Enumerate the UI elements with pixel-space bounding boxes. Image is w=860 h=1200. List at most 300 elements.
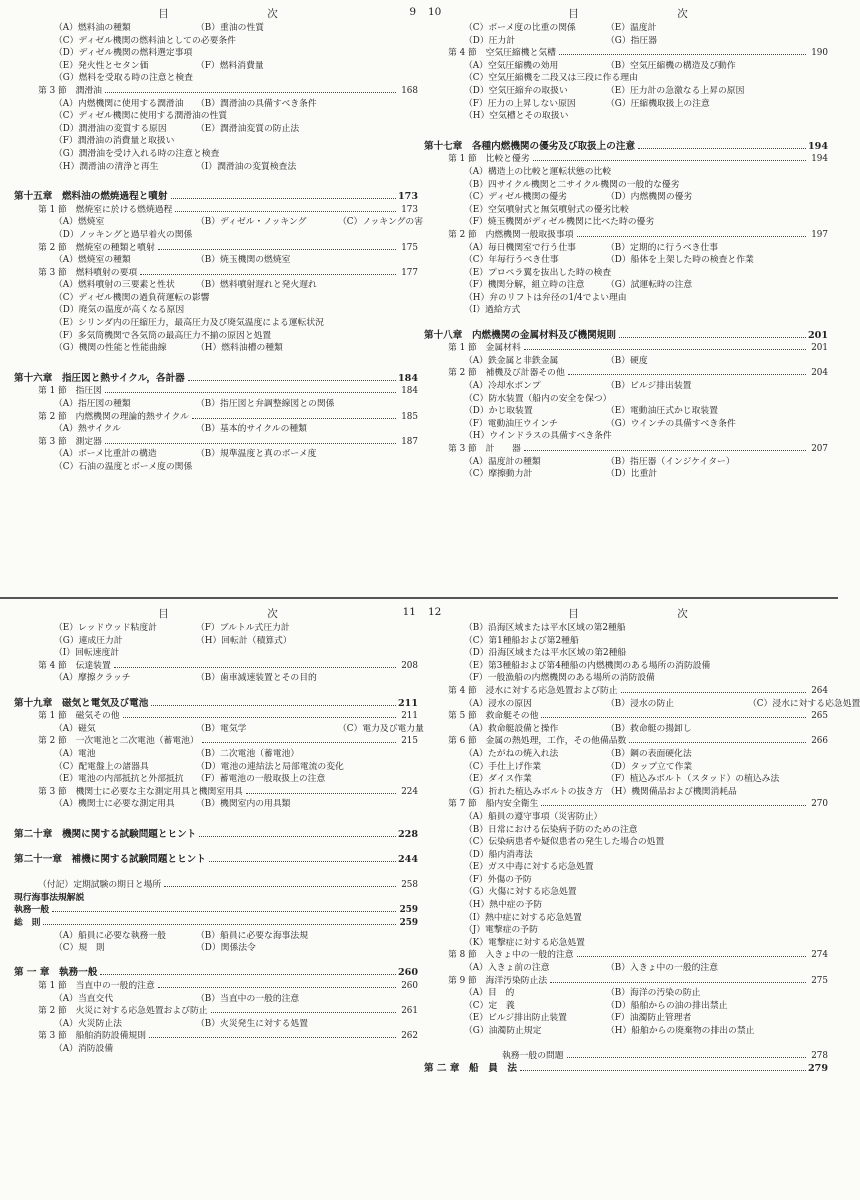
toc-subitem-row — [14, 22, 422, 35]
entry-title: 第 4 節 浸水に対する応急処置および防止 — [448, 685, 618, 696]
toc-subitem: （B）二次電池（蓄電池） — [196, 748, 300, 759]
toc-section — [424, 342, 832, 355]
toc-subitem-row — [424, 35, 832, 48]
toc-subitem-row — [14, 123, 422, 136]
toc-subitem: （A）燃料噴射の三要素と性状 — [54, 280, 175, 291]
toc-subitem: （D）ディゼル機関の燃料選定事項 — [54, 48, 193, 59]
toc-subitem-row — [424, 468, 832, 481]
page-number: 9 — [409, 6, 416, 18]
entry-page-number: 215 — [401, 736, 418, 747]
entry-page-number: 187 — [401, 436, 418, 447]
toc-subitem-row — [14, 647, 422, 660]
dot-leader — [105, 92, 396, 93]
toc-section — [424, 798, 832, 811]
toc-subitem: （G）圧縮機取扱上の注意 — [606, 98, 710, 109]
dot-leader — [577, 956, 806, 957]
entry-title: 第十九章 磁気と電気及び電池 — [14, 697, 149, 709]
toc-section — [424, 710, 832, 723]
entry-page-number: 168 — [401, 85, 418, 96]
toc-subitem-row — [14, 148, 422, 161]
toc-subitem-row — [424, 723, 832, 736]
toc-subitem: （H）燃料油槽の種類 — [196, 343, 283, 354]
dot-leader — [140, 274, 396, 275]
spacer — [14, 811, 422, 829]
dot-leader — [158, 249, 396, 250]
toc-subitem: （A）構造上の比較と運転状態の比較 — [464, 166, 612, 177]
toc-subitem: （D）船体を上架した時の検査と作業 — [606, 255, 754, 266]
toc-subitem: （A）熱サイクル — [54, 424, 121, 435]
toc-subitem: （E）空気噴射式と無気噴射式の優劣比較 — [464, 204, 629, 215]
toc-subitem-row — [14, 110, 422, 123]
toc-chapter — [14, 829, 422, 842]
toc-subitem: （A）目 的 — [464, 988, 515, 999]
entry-title: 第 2 節 火災に対する応急処置および防止 — [38, 1006, 208, 1017]
dot-leader — [524, 450, 806, 451]
toc-page — [14, 604, 422, 1194]
toc-subitem: （H）空気槽とその取扱い — [464, 111, 569, 122]
spacer — [424, 1038, 832, 1051]
toc-subitem: （B）沿海区域または平水区域の第2種船 — [464, 623, 626, 633]
toc-subitem: （D）圧力計 — [464, 35, 516, 46]
toc-subitem: （F）ブルトル式圧力計 — [196, 623, 290, 633]
toc-subitem-row — [14, 35, 422, 48]
toc-subitem: （C）ボーメ度の比重の関係 — [464, 23, 576, 33]
toc-subitem: （B）燃料噴射遅れと発火遅れ — [196, 280, 317, 291]
toc-subitem: （C）ノッキングの害 — [338, 217, 424, 228]
spacer — [424, 317, 832, 330]
entry-title: 第 1 節 指圧図 — [38, 386, 102, 397]
toc-subitem: （F）一般漁船の内燃機関のある場所の消防設備 — [464, 673, 655, 684]
toc-subitem-row — [424, 622, 832, 635]
toc-subitem: （B）硬度 — [606, 355, 648, 366]
toc-subitem: （E）シリンダ内の圧縮圧力，最高圧力及び廃気温度による運転状況 — [54, 318, 324, 329]
toc-subitem: （B）焼玉機関の燃焼室 — [196, 255, 291, 266]
toc-subitem-row — [14, 993, 422, 1006]
toc-section — [424, 47, 832, 60]
toc-subitem-row — [14, 461, 422, 474]
entry-page-number: 262 — [401, 1031, 418, 1042]
toc-subitem: （G）機関の性能と性能曲線 — [54, 343, 167, 354]
toc-subitem: （G）試運転時の注意 — [606, 280, 693, 291]
toc-subitem: （G）燃料を受取る時の注意と検査 — [54, 73, 193, 84]
toc-subitem: （C）ディゼル機関の過負荷運転の影響 — [54, 292, 210, 303]
entry-title: 第 2 節 内燃機関の理論的熱サイクル — [38, 411, 189, 422]
entry-page-number: 259 — [399, 905, 418, 916]
toc-subitem-row — [424, 430, 832, 443]
toc-subitem: （A）浸水の原因 — [464, 698, 532, 709]
toc-subitem: （F）圧力の上昇しない原因 — [464, 98, 576, 109]
toc-subitem: （A）毎日機関室で行う仕事 — [464, 242, 576, 253]
toc-subitem: （K）電撃症に対する応急処置 — [464, 937, 585, 948]
toc-subitem: （E）ビルジ排出防止装置 — [464, 1013, 567, 1024]
dot-leader — [105, 443, 396, 444]
entry-title: 第 3 節 測定器 — [38, 436, 102, 447]
entry-title: 執務一般の問題 — [502, 1051, 564, 1062]
entry-title: 第二十章 機関に関する試験問題とヒント — [14, 828, 197, 840]
toc-subitem: （F）潤滑油の消費量と取扱い — [54, 136, 175, 147]
dot-leader — [550, 982, 806, 983]
dot-leader — [619, 337, 806, 338]
toc-subitem-row — [424, 1025, 832, 1038]
toc-section — [14, 980, 422, 993]
entry-page-number: 265 — [811, 711, 828, 722]
toc-subitem: （F）機関分解，組立時の注意 — [464, 280, 585, 291]
toc-subitem: （C）ディゼル機関の燃料油としての必要条件 — [54, 35, 236, 46]
toc-subitem: （B）救命艇の揚卸し — [606, 723, 692, 734]
toc-subitem-row — [424, 886, 832, 899]
toc-section — [14, 436, 422, 449]
toc-section — [14, 1005, 422, 1018]
toc-subitem: （G）指圧器 — [606, 35, 658, 46]
entry-title: 第 2 節 一次電池と二次電池（蓄電池） — [38, 736, 199, 747]
toc-subitem-row — [424, 254, 832, 267]
toc-subitem: （D）船舶からの油の排出禁止 — [606, 1000, 728, 1011]
entry-page-number: 184 — [397, 372, 418, 384]
toc-subitem-row — [14, 72, 422, 85]
toc-subitem-row — [424, 987, 832, 1000]
dot-leader — [171, 198, 396, 199]
toc-subitem-row — [424, 456, 832, 469]
toc-subitem: （B）鋼の表面硬化法 — [606, 748, 692, 759]
entry-page-number: 173 — [401, 204, 418, 215]
toc-section — [14, 660, 422, 673]
page-header — [424, 4, 832, 22]
toc-subitem-row — [14, 1043, 422, 1056]
spacer — [14, 842, 422, 855]
dot-leader — [520, 1070, 806, 1071]
toc-subitem: （F）燃料消費量 — [196, 60, 264, 71]
toc-subitem: （E）電動油圧式かじ取装置 — [606, 406, 718, 417]
toc-subitem: （B）指圧器（インジケイター） — [606, 456, 735, 467]
toc-subitem: （A）入きょ前の注意 — [464, 963, 550, 974]
toc-section — [424, 975, 832, 988]
toc-page — [424, 4, 832, 594]
page-header — [14, 604, 422, 622]
toc-subitem-row — [424, 811, 832, 824]
entry-title: 第 3 節 船舶消防設備規則 — [38, 1031, 146, 1042]
toc-subitem-row — [424, 647, 832, 660]
toc-section — [424, 367, 832, 380]
toc-subitem-row — [14, 60, 422, 73]
toc-subitem: （F）植込みボルト（スタッド）の植込み法 — [606, 774, 780, 785]
dot-leader — [114, 667, 396, 668]
toc-subitem: （C）石油の温度とボーメ度の関係 — [54, 462, 193, 472]
spacer — [14, 355, 422, 373]
dot-leader — [175, 211, 396, 212]
toc-subitem: （C）ディゼル機関に使用する潤滑油の性質 — [54, 111, 228, 122]
toc-subitem: （E）プロペラ翼を抜出した時の検査 — [464, 267, 612, 278]
entry-title: 第 1 節 磁気その他 — [38, 711, 120, 722]
entry-page-number: 208 — [401, 660, 418, 671]
toc-chapter — [14, 698, 422, 711]
entry-title: 第 2 節 燃焼室の種類と噴射 — [38, 242, 155, 253]
spacer — [14, 955, 422, 968]
toc-chapter — [14, 967, 422, 980]
dot-leader — [559, 54, 806, 55]
toc-subitem-row — [14, 672, 422, 685]
toc-heading — [14, 904, 422, 917]
toc-subitem: （B）入きょ中の一般的注意 — [606, 963, 719, 974]
toc-subitem: （E）レッドウッド粘度計 — [54, 623, 157, 633]
toc-subitem: （B）定期的に行うべき仕事 — [606, 242, 719, 253]
dot-leader — [199, 836, 396, 837]
entry-title: 第 1 節 当直中の一般的注意 — [38, 981, 155, 992]
toc-subitem: （A）燃焼室 — [54, 217, 105, 228]
toc-subitem-row — [14, 723, 422, 736]
toc-subitem-row — [424, 824, 832, 837]
toc-subitem: （A）空気圧縮機の効用 — [464, 60, 559, 71]
entry-page-number: 175 — [401, 242, 418, 253]
toc-subitem: （B）重油の性質 — [196, 23, 265, 33]
toc-subitem: （E）潤滑油変質の防止法 — [196, 123, 300, 134]
page-header — [14, 4, 422, 22]
toc-subitem: （B）当直中の一般的注意 — [196, 993, 300, 1004]
toc-subitem-row — [14, 761, 422, 774]
entry-page-number: 279 — [807, 1062, 828, 1074]
toc-subitem: （C）電力及び電力量 — [338, 723, 424, 734]
dot-leader — [629, 742, 806, 743]
toc-subitem: （E）電池の内部抵抗と外部抵抗 — [54, 774, 184, 785]
toc-subitem-row — [14, 773, 422, 786]
toc-section — [14, 242, 422, 255]
entry-title: 第十八章 内燃機関の金属材料及び機関規則 — [424, 329, 616, 341]
toc-subitem: （I）過給方式 — [464, 305, 521, 316]
dot-leader — [211, 1012, 396, 1013]
dot-leader — [164, 886, 396, 887]
entry-page-number: 259 — [399, 918, 418, 929]
entry-page-number: 261 — [401, 1006, 418, 1017]
toc-subitem: （H）ウインドラスの具備すべき条件 — [464, 431, 612, 442]
entry-page-number: 274 — [811, 950, 828, 961]
entry-page-number: 204 — [811, 368, 828, 379]
entry-page-number: 244 — [397, 854, 418, 866]
toc-subitem: （D）電池の連結法と局部電流の変化 — [196, 761, 344, 772]
toc-section — [14, 85, 422, 98]
toc-subitem: （A）救命艇設備と操作 — [464, 723, 559, 734]
toc-subitem-row — [14, 622, 422, 635]
entry-title: 第十六章 指圧図と熱サイクル，各計器 — [14, 372, 185, 384]
entry-page-number: 207 — [811, 444, 828, 454]
spacer — [14, 685, 422, 698]
toc-subitem-row — [14, 342, 422, 355]
toc-subitem: （B）潤滑油の具備すべき条件 — [196, 98, 317, 109]
toc-subitem-row — [424, 380, 832, 393]
toc-section — [14, 385, 422, 398]
toc-section — [14, 1030, 422, 1043]
toc-subitem: （C）第1種船および第2種船 — [464, 635, 579, 646]
entry-page-number: 173 — [397, 191, 418, 203]
toc-subitem-row — [424, 748, 832, 761]
entry-title: 総 則 — [14, 918, 41, 929]
toc-section — [424, 735, 832, 748]
toc-problems — [424, 1050, 832, 1063]
dot-leader — [246, 793, 396, 794]
toc-subitem: （G）連成圧力計 — [54, 635, 123, 646]
entry-page-number: 185 — [401, 411, 418, 422]
entry-page-number: 194 — [811, 154, 828, 165]
toc-subitem: （F）多気筒機関で各気筒の最高圧力不揃の原因と処置 — [54, 330, 272, 341]
entry-title: 第 6 節 金属の熱処理，工作，その他備品数 — [448, 736, 627, 747]
toc-subitem: （B）船員に必要な海事法規 — [196, 930, 309, 941]
dot-leader — [192, 418, 396, 419]
dot-leader — [567, 1057, 806, 1058]
toc-subitem-row — [424, 267, 832, 280]
entry-title: （付記）定期試験の期日と場所 — [38, 880, 162, 891]
dot-leader — [43, 924, 396, 925]
toc-subitem: （B）電気学 — [196, 723, 247, 734]
toc-subitem: （J）電撃症の予防 — [464, 925, 538, 936]
toc-chapter — [14, 854, 422, 867]
toc-subitem-row — [424, 22, 832, 35]
toc-subitem: （D）廃気の温度が高くなる原因 — [54, 305, 185, 316]
toc-subitem: （E）温度計 — [606, 23, 657, 33]
toc-subitem: （B）機関室内の用具類 — [196, 799, 291, 810]
toc-subitem: （C）防水装置（船内の安全を保つ） — [464, 393, 612, 404]
spacer — [14, 867, 422, 880]
toc-subitem-row — [14, 635, 422, 648]
entry-title: 第 4 節 伝達装置 — [38, 660, 111, 671]
entry-page-number: 177 — [401, 267, 418, 278]
entry-page-number: 270 — [811, 799, 828, 810]
toc-subitem: （E）圧力計の急激なる上昇の原因 — [606, 85, 745, 96]
entry-title: 第十七章 各種内燃機関の優劣及び取扱上の注意 — [424, 140, 636, 152]
toc-subitem: （C）手仕上げ作業 — [464, 761, 542, 772]
entry-page-number: 224 — [401, 786, 418, 797]
toc-subitem: （E）発火性とセタン価 — [54, 60, 149, 71]
toc-subitem: （B）空気圧縮機の構造及び動作 — [606, 60, 736, 71]
toc-subitem: （D）比重計 — [606, 469, 658, 480]
toc-subitem-row — [14, 1018, 422, 1031]
toc-subitem: （C）ディゼル機関の優劣 — [464, 192, 567, 203]
toc-subitem: （A）火災防止法 — [54, 1018, 122, 1029]
toc-subitem-row — [14, 398, 422, 411]
toc-subitem: （A）船員の遵守事項（災害防止） — [464, 811, 603, 822]
toc-subitem: （D）空気圧縮弁の取扱い — [464, 85, 568, 96]
toc-subitem: （H）弁のリフトは弁径の1/4でよい理由 — [464, 292, 627, 303]
entry-title: 執務一般 — [14, 905, 50, 916]
toc-chapter — [14, 191, 422, 204]
toc-subitem-row — [14, 798, 422, 811]
toc-subitem: （I）回転速度計 — [54, 648, 120, 659]
spacer — [424, 123, 832, 141]
entry-title: 第 一 章 執務一般 — [14, 967, 98, 979]
toc-subitem-row — [424, 60, 832, 73]
toc-subitem-row — [14, 317, 422, 330]
toc-subitem-row — [424, 179, 832, 192]
toc-subitem: （H）船舶からの廃棄物の排出の禁止 — [606, 1026, 755, 1036]
toc-section — [424, 153, 832, 166]
toc-subitem-row — [14, 161, 422, 174]
toc-subitem: （D）関係法令 — [196, 943, 256, 954]
toc-subitem: （A）冷却水ポンプ — [464, 381, 541, 392]
toc-subitem: （B）歯車減速装置とその目的 — [196, 673, 317, 684]
toc-section — [14, 267, 422, 280]
dot-leader — [638, 148, 806, 149]
toc-section — [14, 204, 422, 217]
toc-appendix — [14, 879, 422, 892]
entry-page-number: 211 — [397, 697, 418, 709]
toc-subitem: （B）ディゼル・ノッキング — [196, 217, 307, 228]
toc-subitem: （A）磁気 — [54, 723, 96, 734]
toc-chapter — [424, 141, 832, 154]
toc-subitem: （A）内燃機関に使用する潤滑油 — [54, 98, 184, 109]
toc-section — [14, 710, 422, 723]
entry-page-number: 266 — [811, 736, 828, 747]
toc-subitem-row — [424, 242, 832, 255]
toc-subitem: （B）ビルジ排出装置 — [606, 381, 692, 392]
toc-subitem-row — [14, 216, 422, 229]
entry-title: 第 3 節 燃料噴射の要項 — [38, 267, 138, 278]
entry-page-number: 275 — [811, 975, 828, 986]
toc-subitem-row — [424, 912, 832, 925]
toc-subitem: （C）伝染病患者や疑似患者の発生した場合の処置 — [464, 837, 665, 848]
toc-chapter — [424, 330, 832, 343]
entry-page-number: 201 — [811, 343, 828, 354]
toc-subitem-row — [424, 418, 832, 431]
page-title: 目 次 — [158, 608, 322, 620]
entry-title: 第二十一章 補機に関する試験問題とヒント — [14, 854, 206, 866]
toc-subitem: （I）熱中症に対する応急処置 — [464, 912, 582, 923]
toc-subitem: （A）指圧図の種類 — [54, 399, 131, 410]
toc-subitem: （A）たがねの焼入れ法 — [464, 748, 559, 759]
toc-subitem-row — [14, 135, 422, 148]
toc-subitem: （D）ノッキングと過早着火の関係 — [54, 229, 193, 240]
toc-subitem-row — [424, 786, 832, 799]
toc-section — [424, 949, 832, 962]
toc-subitem: （A）温度計の種類 — [464, 456, 541, 467]
toc-subitem: （D）タップ立て作業 — [606, 761, 693, 772]
entry-page-number: 184 — [401, 386, 418, 397]
toc-subitem: （G）油濁防止規定 — [464, 1026, 542, 1036]
toc-section — [14, 735, 422, 748]
page-title: 目 次 — [158, 8, 322, 20]
toc-subitem-row — [14, 254, 422, 267]
toc-subitem-row — [424, 874, 832, 887]
toc-subitem: （C）規 則 — [54, 943, 105, 954]
toc-subitem: （G）潤滑油を受け入れる時の注意と検査 — [54, 148, 220, 159]
entry-title: 第 1 節 金属材料 — [448, 343, 521, 354]
entry-title: 第 3 節 機関士に必要な主な測定用具と機関室用具 — [38, 786, 243, 797]
entry-title: 第 4 節 空気圧縮機と気槽 — [448, 48, 556, 59]
entry-page-number: 190 — [811, 48, 828, 59]
toc-subitem: （D）沿海区域または平水区域の第2種船 — [464, 648, 627, 659]
toc-subitem-row — [14, 229, 422, 242]
toc-subitem-row — [14, 304, 422, 317]
entry-page-number: 201 — [807, 329, 828, 341]
toc-subitem: （B）火災発生に対する処置 — [196, 1018, 309, 1029]
toc-subitem: （B）指圧図と弁調整線図との関係 — [196, 399, 335, 410]
toc-subitem-row — [424, 110, 832, 123]
toc-subitem-row — [424, 1012, 832, 1025]
toc-subitem-row — [424, 937, 832, 950]
toc-subitem: （A）鉄金属と非鉄金属 — [464, 355, 559, 366]
toc-subitem: （I）潤滑油の変質検査法 — [196, 161, 297, 172]
dot-leader — [524, 349, 806, 350]
toc-subitem-row — [14, 942, 422, 955]
dot-leader — [188, 380, 396, 381]
toc-subitem: （A）ボーメ比重計の構造 — [54, 449, 157, 460]
entry-page-number: 194 — [807, 140, 828, 152]
toc-subitem-row — [424, 899, 832, 912]
dot-leader — [105, 392, 396, 393]
dot-leader — [158, 987, 396, 988]
toc-subitem: （A）船員に必要な執務一般 — [54, 930, 166, 941]
toc-subitem: （H）潤滑油の清浄と再生 — [54, 161, 159, 172]
entry-title: 第 2 節 補機及び計器その他 — [448, 368, 565, 379]
entry-page-number: 278 — [811, 1051, 828, 1062]
toc-subitem-row — [424, 292, 832, 305]
toc-subitem-row — [424, 355, 832, 368]
